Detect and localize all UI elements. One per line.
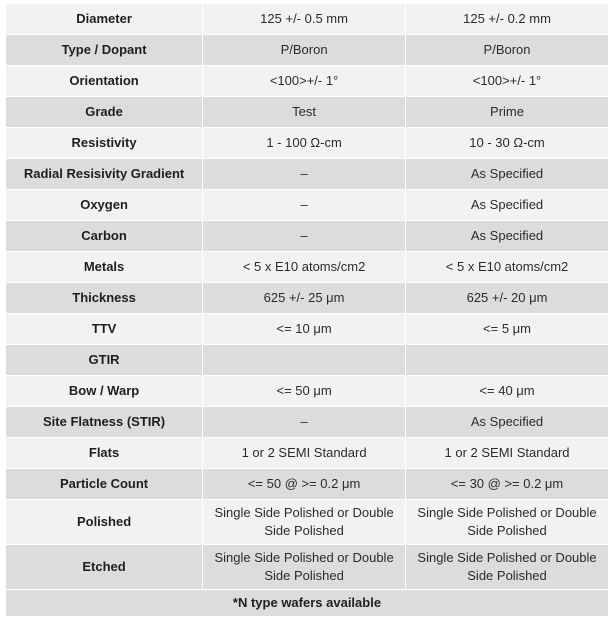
row-label: Oxygen (6, 190, 203, 221)
table-row (6, 35, 609, 66)
prime-grade-value: <= 5 μm (406, 314, 609, 345)
table-row (6, 438, 609, 469)
table-row (6, 376, 609, 407)
prime-grade-value: <= 30 @ >= 0.2 μm (406, 469, 609, 500)
row-label: Type / Dopant (6, 35, 203, 66)
table-row (6, 159, 609, 190)
prime-grade-value: < 5 x E10 atoms/cm2 (406, 252, 609, 283)
prime-grade-value: <= 40 μm (406, 376, 609, 407)
row-label: Carbon (6, 221, 203, 252)
row-label: Thickness (6, 283, 203, 314)
table-row (6, 469, 609, 500)
row-label: Orientation (6, 66, 203, 97)
test-grade-value: 125 +/- 0.5 mm (203, 4, 406, 35)
row-label: Diameter (6, 4, 203, 35)
row-label: GTIR (6, 345, 203, 376)
table-row (6, 252, 609, 283)
table-row (6, 4, 609, 35)
test-grade-value: <= 50 μm (203, 376, 406, 407)
row-label: Etched (6, 545, 203, 590)
prime-grade-value: <100>+/- 1° (406, 66, 609, 97)
test-grade-value: <= 50 @ >= 0.2 μm (203, 469, 406, 500)
table-row (6, 66, 609, 97)
prime-grade-value: As Specified (406, 221, 609, 252)
table-row (6, 545, 609, 590)
table-row (6, 345, 609, 376)
row-label: Particle Count (6, 469, 203, 500)
prime-grade-value: Single Side Polished or Double Side Polished (406, 545, 609, 590)
table-row (6, 283, 609, 314)
table-row (6, 97, 609, 128)
row-label: Site Flatness (STIR) (6, 407, 203, 438)
footer-row (6, 590, 609, 617)
test-grade-value: – (203, 159, 406, 190)
prime-grade-value: 125 +/- 0.2 mm (406, 4, 609, 35)
test-grade-value: Single Side Polished or Double Side Polished (203, 500, 406, 545)
row-label: Bow / Warp (6, 376, 203, 407)
test-grade-value: 1 - 100 Ω-cm (203, 128, 406, 159)
prime-grade-value: P/Boron (406, 35, 609, 66)
wafer-spec-table (5, 3, 609, 617)
row-label: Polished (6, 500, 203, 545)
prime-grade-value: As Specified (406, 159, 609, 190)
test-grade-value: Test (203, 97, 406, 128)
table-row (6, 221, 609, 252)
row-label: Metals (6, 252, 203, 283)
prime-grade-value (406, 345, 609, 376)
prime-grade-value: Prime (406, 97, 609, 128)
prime-grade-value: 1 or 2 SEMI Standard (406, 438, 609, 469)
test-grade-value (203, 345, 406, 376)
row-label: Resistivity (6, 128, 203, 159)
prime-grade-value: As Specified (406, 407, 609, 438)
test-grade-value: – (203, 407, 406, 438)
table-row (6, 407, 609, 438)
test-grade-value: P/Boron (203, 35, 406, 66)
row-label: Flats (6, 438, 203, 469)
prime-grade-value: 10 - 30 Ω-cm (406, 128, 609, 159)
table-row (6, 500, 609, 545)
prime-grade-value: 625 +/- 20 μm (406, 283, 609, 314)
row-label: TTV (6, 314, 203, 345)
footer-note: *N type wafers available (6, 590, 609, 617)
test-grade-value: – (203, 190, 406, 221)
row-label: Grade (6, 97, 203, 128)
test-grade-value: 625 +/- 25 μm (203, 283, 406, 314)
prime-grade-value: As Specified (406, 190, 609, 221)
test-grade-value: <= 10 μm (203, 314, 406, 345)
test-grade-value: <100>+/- 1° (203, 66, 406, 97)
test-grade-value: < 5 x E10 atoms/cm2 (203, 252, 406, 283)
test-grade-value: 1 or 2 SEMI Standard (203, 438, 406, 469)
test-grade-value: – (203, 221, 406, 252)
table-row (6, 128, 609, 159)
test-grade-value: Single Side Polished or Double Side Polished (203, 545, 406, 590)
table-row (6, 190, 609, 221)
prime-grade-value: Single Side Polished or Double Side Polished (406, 500, 609, 545)
table-row (6, 314, 609, 345)
row-label: Radial Resisivity Gradient (6, 159, 203, 190)
